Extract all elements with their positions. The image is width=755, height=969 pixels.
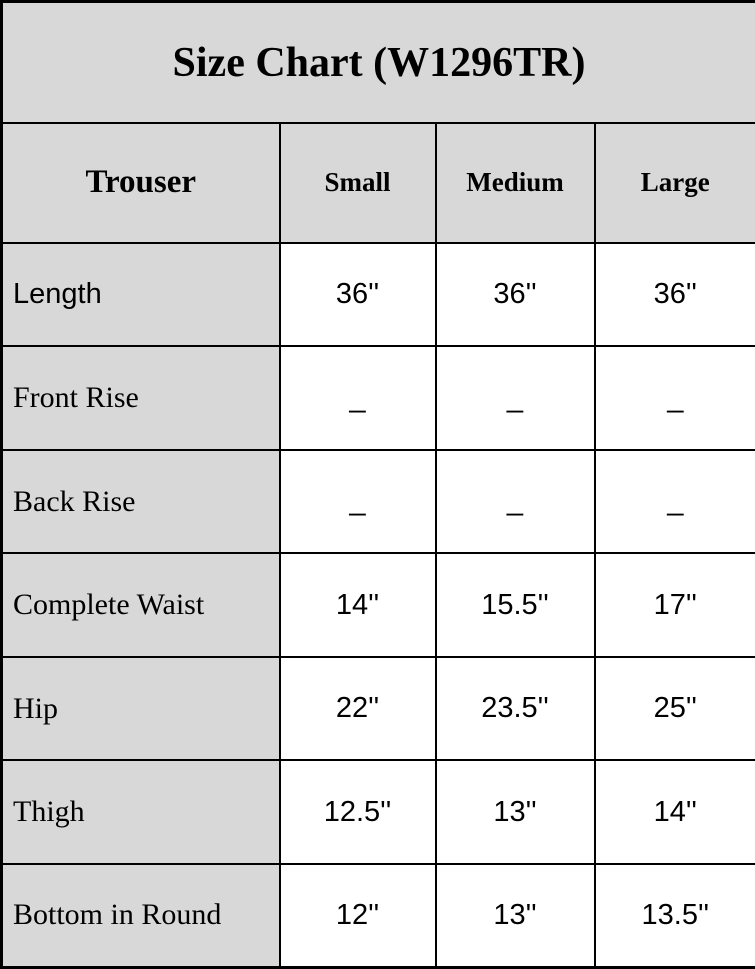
value-hip-small: 22'': [280, 657, 436, 761]
table-row-back-rise: [2, 450, 755, 554]
value-thigh-large: 14'': [595, 760, 755, 864]
row-label-back-rise: Back Rise: [2, 450, 280, 554]
header-row: [2, 123, 755, 243]
value-length-large: 36'': [595, 243, 755, 347]
column-header-medium: Medium: [436, 123, 595, 243]
value-front-rise-medium: _: [436, 346, 595, 450]
row-label-length: Length: [2, 243, 280, 347]
value-hip-large: 25'': [595, 657, 755, 761]
value-complete-waist-small: 14'': [280, 553, 436, 657]
table-row-hip: [2, 657, 755, 761]
row-label-complete-waist: Complete Waist: [2, 553, 280, 657]
value-front-rise-small: _: [280, 346, 436, 450]
value-length-medium: 36'': [436, 243, 595, 347]
table-row-thigh: [2, 760, 755, 864]
table-row-front-rise: [2, 346, 755, 450]
table-row-bottom-in-round: [2, 864, 755, 968]
table-row-length: [2, 243, 755, 347]
value-complete-waist-large: 17'': [595, 553, 755, 657]
title-row: [2, 2, 755, 124]
row-label-bottom-in-round: Bottom in Round: [2, 864, 280, 968]
chart-title: Size Chart (W1296TR): [2, 2, 755, 124]
value-back-rise-large: _: [595, 450, 755, 554]
value-back-rise-small: _: [280, 450, 436, 554]
value-thigh-small: 12.5'': [280, 760, 436, 864]
value-hip-medium: 23.5'': [436, 657, 595, 761]
row-label-hip: Hip: [2, 657, 280, 761]
value-length-small: 36'': [280, 243, 436, 347]
column-header-large: Large: [595, 123, 755, 243]
row-label-front-rise: Front Rise: [2, 346, 280, 450]
value-back-rise-medium: _: [436, 450, 595, 554]
value-bottom-in-round-medium: 13'': [436, 864, 595, 968]
corner-header-trouser: Trouser: [2, 123, 280, 243]
column-header-small: Small: [280, 123, 436, 243]
value-bottom-in-round-large: 13.5'': [595, 864, 755, 968]
value-complete-waist-medium: 15.5'': [436, 553, 595, 657]
table-row-complete-waist: [2, 553, 755, 657]
row-label-thigh: Thigh: [2, 760, 280, 864]
value-front-rise-large: _: [595, 346, 755, 450]
value-thigh-medium: 13'': [436, 760, 595, 864]
value-bottom-in-round-small: 12'': [280, 864, 436, 968]
